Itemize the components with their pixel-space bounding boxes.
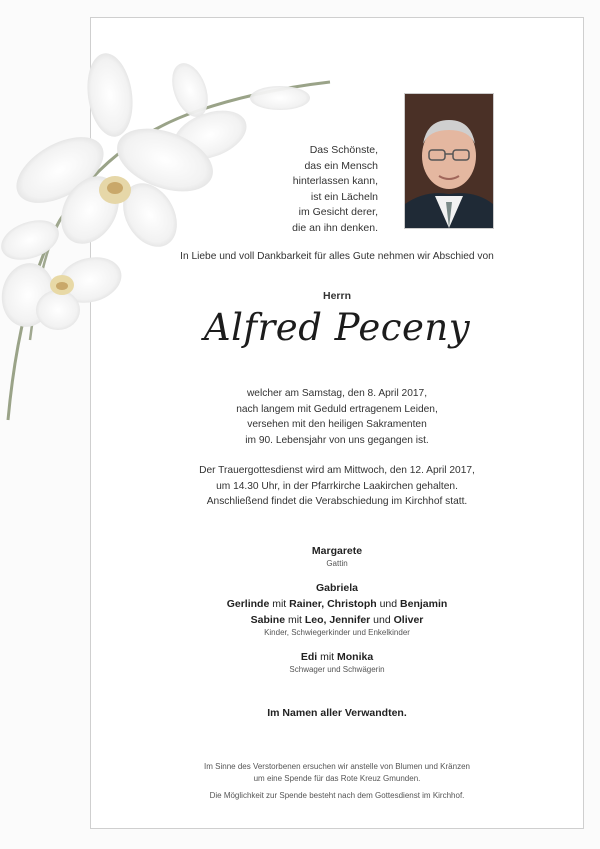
death-notice-line: im 90. Lebensjahr von uns gegangen ist. xyxy=(245,434,429,446)
connector-text: mit xyxy=(285,614,305,626)
poem-line: Das Schönste, xyxy=(309,144,378,156)
intro-text: In Liebe und voll Dankbarkeit für alles Gute nehmen wir Abschied von xyxy=(180,251,494,262)
family-name: Edi xyxy=(300,651,318,663)
child-name: Gabriela xyxy=(315,582,359,594)
family-name: Gerlinde xyxy=(226,598,270,610)
death-notice xyxy=(90,386,584,448)
poem-line: die an ihn denken. xyxy=(292,221,378,234)
death-notice-line: versehen mit den heiligen Sakramenten xyxy=(247,419,427,430)
family-name: Rainer, Christoph xyxy=(289,598,377,610)
connector-text: mit xyxy=(269,598,290,610)
widow-name: Margarete xyxy=(311,545,363,557)
family-name: Oliver xyxy=(393,614,424,626)
service-line: um 14.30 Uhr, in der Pfarrkirche Laakirchen gehalten. xyxy=(216,480,458,492)
family-name: Leo, Jennifer xyxy=(304,614,371,626)
death-notice-line: nach langem mit Geduld ertragenem Leiden, xyxy=(236,403,438,415)
connector-text: und xyxy=(370,614,394,626)
poem-line: ist ein Lächeln xyxy=(310,190,378,203)
family-line-1 xyxy=(90,597,584,611)
donation-line: um eine Spende für das Rote Kreuz Gmunden. xyxy=(253,774,421,783)
orchid-flower-image xyxy=(0,40,360,440)
widow-role: Gattin xyxy=(326,559,348,568)
inlaw-role: Schwager und Schwägerin xyxy=(289,665,385,674)
poem xyxy=(220,143,378,236)
deceased-name: Alfred Peceny xyxy=(203,306,471,349)
poem-line: hinterlassen kann, xyxy=(292,175,378,187)
service-line: Anschließend findet die Verabschiedung im Kirchhof statt. xyxy=(206,496,468,507)
children-role: Kinder, Schwiegerkinder und Enkelkinder xyxy=(264,628,410,637)
inlaw-line xyxy=(90,650,584,664)
portrait-photo xyxy=(404,93,494,229)
family-line-2 xyxy=(90,613,584,627)
mourners-list xyxy=(90,544,584,675)
service-line: Der Trauergottesdienst wird am Mittwoch, den 12. April 2017, xyxy=(199,465,475,476)
connector-text: und xyxy=(376,598,401,610)
poem-line: im Gesicht derer, xyxy=(298,206,378,218)
family-name: Monika xyxy=(337,651,374,663)
donation-line: Im Sinne des Verstorbenen ersuchen wir anstelle von Blumen und Kränzen xyxy=(204,762,470,771)
connector-text: mit xyxy=(317,651,337,663)
closing-text: Im Namen aller Verwandten. xyxy=(267,707,407,719)
title-prefix: Herrn xyxy=(322,290,351,302)
donation-request xyxy=(90,761,584,785)
family-name: Sabine xyxy=(250,614,286,626)
poem-line: das ein Mensch xyxy=(304,159,378,172)
family-name: Benjamin xyxy=(400,598,448,610)
service-info xyxy=(90,463,584,510)
death-notice-line: welcher am Samstag, den 8. April 2017, xyxy=(246,388,428,399)
donation-note: Die Möglichkeit zur Spende besteht nach dem Gottesdienst im Kirchhof. xyxy=(209,791,465,800)
